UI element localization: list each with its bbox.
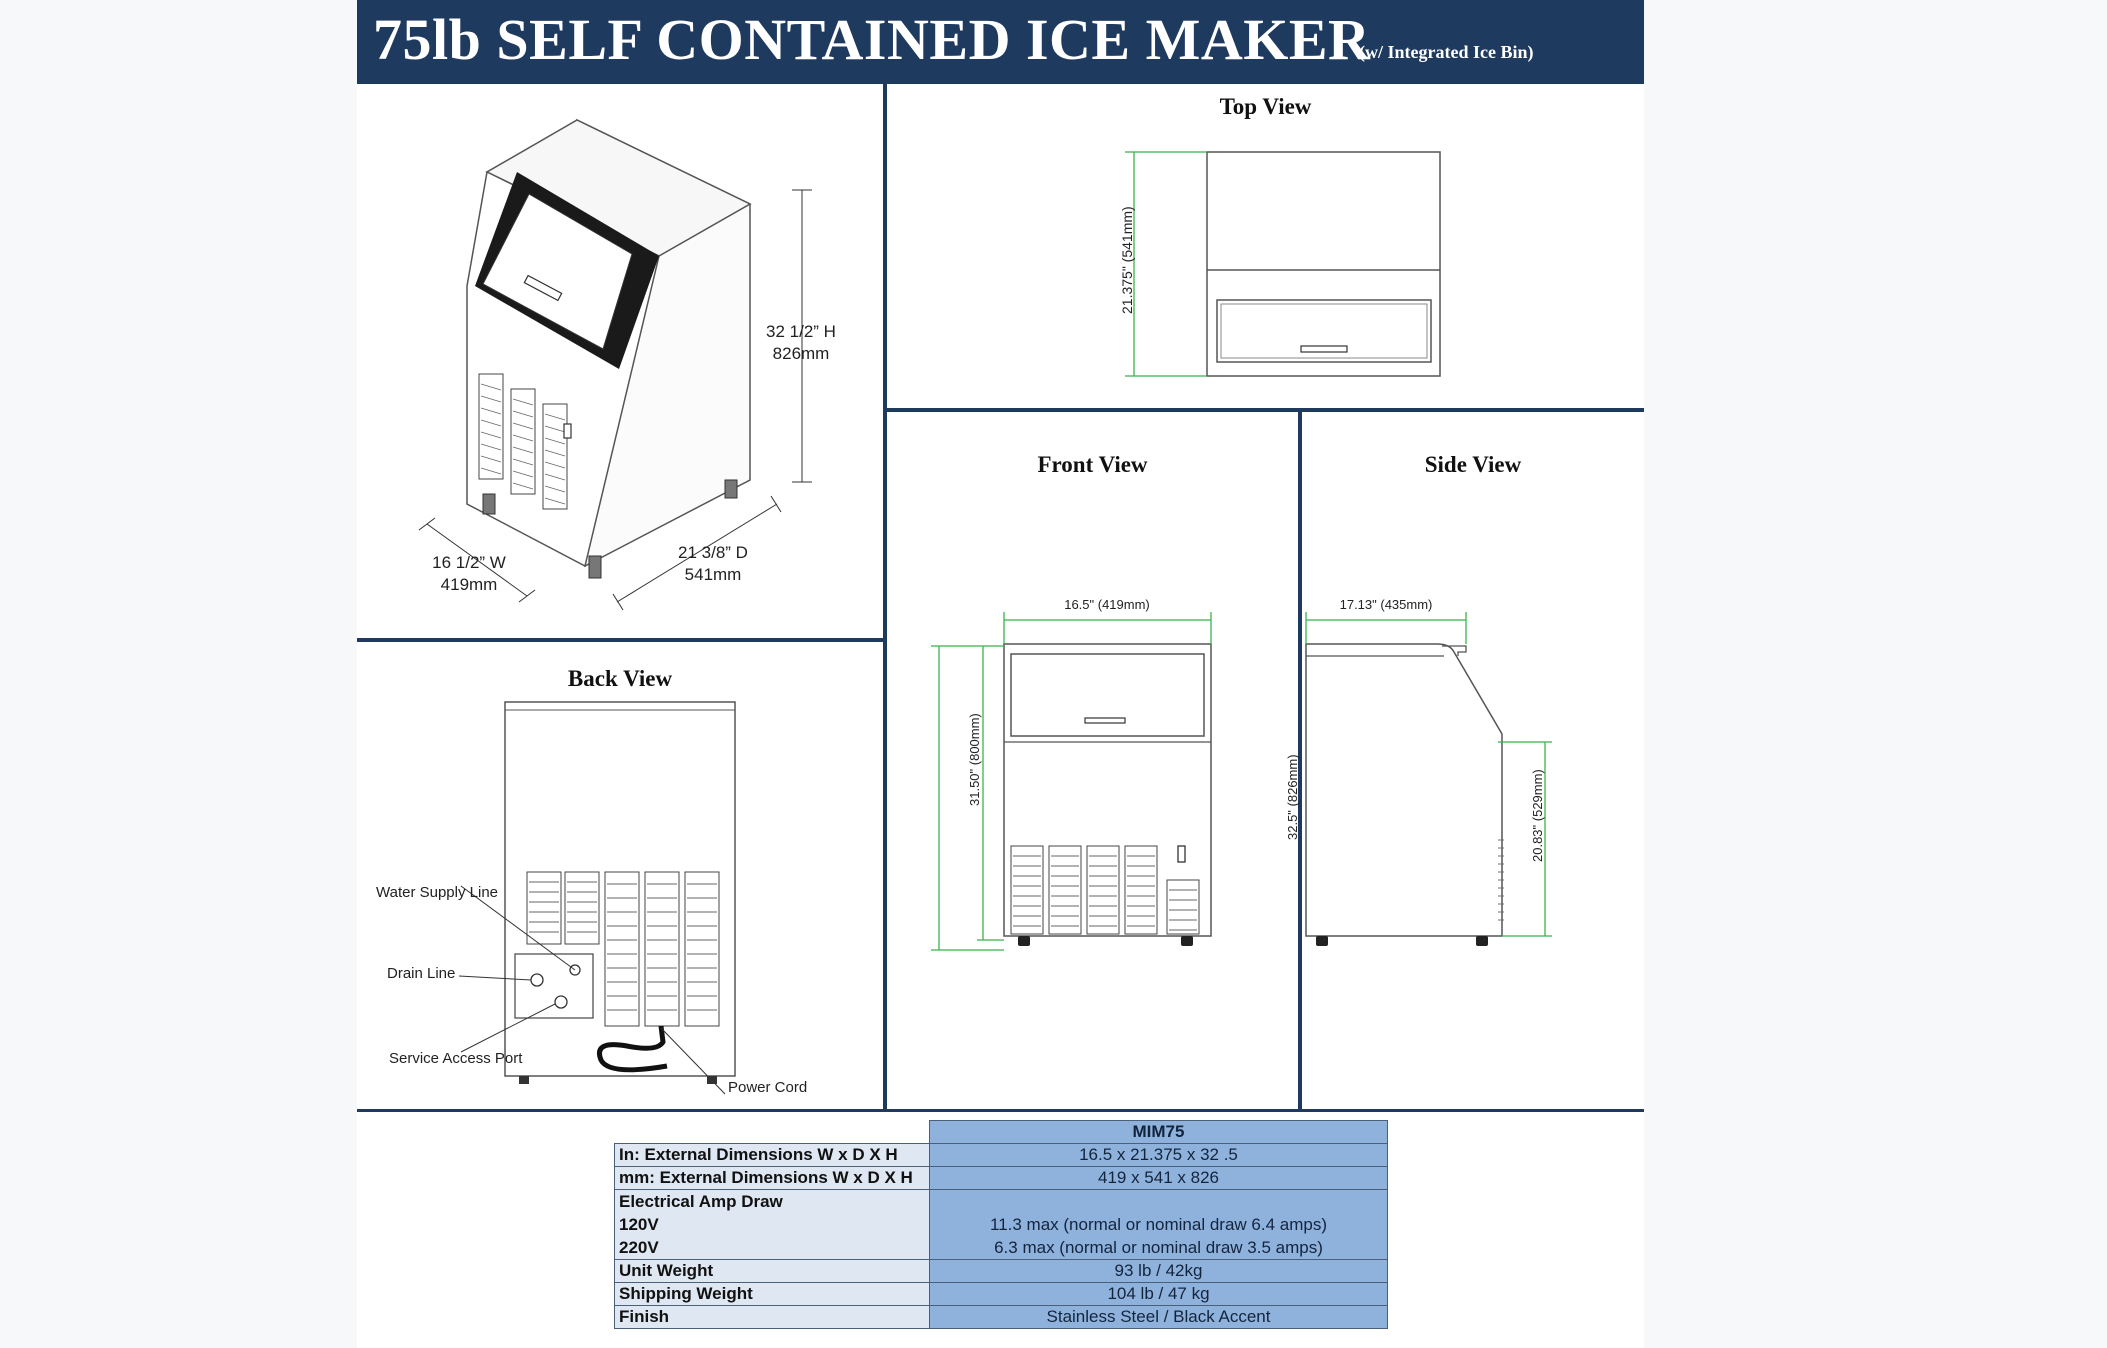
header-banner <box>357 0 1644 84</box>
side-view-drawing <box>1302 590 1644 960</box>
spec-table <box>614 1120 1388 1329</box>
isometric-view-drawing <box>357 84 883 638</box>
table-row <box>615 1260 1388 1283</box>
spec-value-120v: 11.3 max (normal or nominal draw 6.4 amps) <box>990 1215 1327 1234</box>
top-view-drawing <box>887 130 1644 406</box>
spec-value: 419 x 541 x 826 <box>930 1167 1388 1190</box>
spec-label-220v: 220V <box>619 1238 659 1257</box>
iso-depth-in: 21 3/8” D <box>678 543 748 562</box>
spec-value: 16.5 x 21.375 x 32 .5 <box>930 1144 1388 1167</box>
spec-label: Unit Weight <box>615 1260 930 1283</box>
back-label-service: Service Access Port <box>389 1050 523 1067</box>
back-view-drawing <box>357 642 883 1109</box>
page-subtitle: (w/ Integrated Ice Bin) <box>1359 42 1534 62</box>
spec-label-electrical <box>615 1190 930 1260</box>
spec-label: Shipping Weight <box>615 1283 930 1306</box>
spec-label-120v: 120V <box>619 1215 659 1234</box>
table-row <box>615 1306 1388 1329</box>
front-height-dim: 32.5" (826mm) <box>1285 754 1300 840</box>
back-label-water: Water Supply Line <box>376 884 499 901</box>
model-header: MIM75 <box>930 1121 1388 1144</box>
spec-value-electrical <box>930 1190 1388 1260</box>
spec-label: Finish <box>615 1306 930 1329</box>
iso-width-in: 16 1/2” W <box>432 553 506 572</box>
front-inner-height-dim: 31.50" (800mm) <box>967 713 982 806</box>
divider-bottom <box>357 1109 1644 1112</box>
spec-value-220v: 6.3 max (normal or nominal draw 3.5 amps) <box>994 1238 1323 1257</box>
spec-label: mm: External Dimensions W x D X H <box>615 1167 930 1190</box>
back-label-drain: Drain Line <box>387 965 456 982</box>
iso-depth-mm: 541mm <box>684 565 742 584</box>
spec-value: 93 lb / 42kg <box>930 1260 1388 1283</box>
spec-value: Stainless Steel / Black Accent <box>930 1306 1388 1329</box>
spec-label: In: External Dimensions W x D X H <box>615 1144 930 1167</box>
table-row <box>615 1167 1388 1190</box>
front-width-dim: 16.5" (419mm) <box>1064 597 1150 612</box>
iso-width-mm: 419mm <box>440 575 498 594</box>
spec-table-header-row <box>615 1121 1388 1144</box>
front-view-drawing <box>887 590 1298 960</box>
back-view-title: Back View <box>567 666 673 691</box>
back-label-power: Power Cord <box>728 1079 808 1096</box>
top-depth-dim: 21.375" (541mm) <box>1119 206 1135 314</box>
table-row <box>615 1190 1388 1260</box>
front-view-title: Front View <box>1037 452 1148 477</box>
side-height-dim: 20.83" (529mm) <box>1530 769 1545 862</box>
spec-sheet <box>357 0 1644 1348</box>
spec-label: Electrical Amp Draw <box>619 1192 783 1211</box>
side-depth-dim: 17.13" (435mm) <box>1339 597 1433 612</box>
iso-height-in: 32 1/2” H <box>766 322 836 341</box>
spec-value: 104 lb / 47 kg <box>930 1283 1388 1306</box>
top-view-title: Top View <box>1219 94 1312 119</box>
divider-top-view <box>887 408 1644 412</box>
iso-height-mm: 826mm <box>772 344 830 363</box>
table-row <box>615 1283 1388 1306</box>
table-row <box>615 1144 1388 1167</box>
page-title: 75lb SELF CONTAINED ICE MAKER <box>373 7 1371 72</box>
side-view-title: Side View <box>1424 452 1522 477</box>
